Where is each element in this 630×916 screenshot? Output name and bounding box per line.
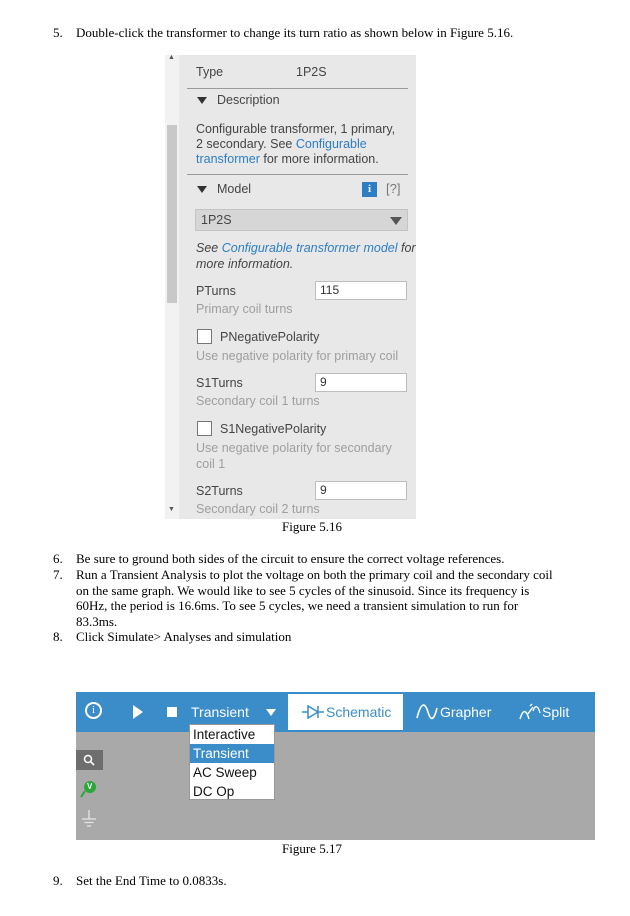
info-icon[interactable]: i: [362, 182, 377, 197]
model-see-line: [196, 241, 416, 255]
pnegativepolarity-checkbox[interactable]: [197, 329, 212, 344]
step-number: 9.: [53, 873, 63, 888]
model-select-value: 1P2S: [201, 213, 232, 227]
menu-item-transient[interactable]: Transient: [190, 744, 274, 763]
model-select[interactable]: [195, 209, 408, 231]
transformer-properties-panel: [165, 55, 416, 519]
step-number: 6.: [53, 551, 63, 566]
figure-5-16-caption: Figure 5.16: [282, 519, 342, 534]
collapse-triangle-icon[interactable]: [197, 186, 207, 193]
divider: [187, 174, 408, 175]
step-number: 7.: [53, 567, 63, 582]
panel-scrollbar[interactable]: [165, 55, 179, 519]
ground-icon[interactable]: [81, 810, 97, 830]
schematic-icon: [302, 705, 324, 719]
s2turns-label: S2Turns: [196, 484, 243, 498]
figure-5-17-caption: Figure 5.17: [282, 841, 342, 856]
step-text: Be sure to ground both sides of the circuit to ensure the correct voltage references.: [76, 551, 505, 566]
step-number: 5.: [53, 25, 63, 40]
type-label: Type: [196, 65, 224, 79]
search-button[interactable]: [76, 750, 103, 770]
analysis-dropdown-menu: [189, 724, 275, 800]
scroll-up-icon[interactable]: ▲: [168, 55, 175, 61]
search-icon: [83, 754, 95, 766]
description-text: 2 secondary. See: [196, 137, 296, 151]
s1turns-input[interactable]: 9: [315, 373, 407, 392]
toolbar: [76, 692, 595, 732]
pnegativepolarity-hint: Use negative polarity for primary coil: [196, 349, 399, 363]
tab-grapher[interactable]: Grapher: [440, 704, 492, 720]
simulator-window: [76, 692, 595, 840]
stop-icon[interactable]: [167, 707, 177, 717]
tab-schematic-label: Schematic: [326, 704, 392, 720]
info-icon[interactable]: i: [85, 702, 102, 719]
type-value: 1P2S: [296, 65, 327, 79]
model-see-text: See: [196, 241, 222, 255]
s1negativepolarity-hint-2: coil 1: [196, 457, 226, 471]
description-header: Description: [217, 93, 280, 107]
step-text: Run a Transient Analysis to plot the voltage on both the primary coil and the secondary coil on the same graph. We would like to see 5 cycles of the sinusoid. Since its frequency is 60Hz, the period is 16.6ms. To see 5 cycles, we need a transient simulation to run for 83.3ms.: [76, 567, 553, 629]
menu-item-dc-op[interactable]: DC Op: [193, 784, 235, 799]
step-text: Set the End Time to 0.0833s.: [76, 873, 227, 888]
s1turns-hint: Secondary coil 1 turns: [196, 394, 320, 408]
chevron-down-icon: [390, 217, 402, 225]
s1negativepolarity-checkbox[interactable]: [197, 421, 212, 436]
menu-item-ac-sweep[interactable]: AC Sweep: [193, 765, 257, 780]
analysis-select[interactable]: Transient: [191, 704, 249, 720]
model-header: Model: [217, 182, 252, 196]
scroll-thumb[interactable]: [167, 125, 177, 303]
pturns-label: PTurns: [196, 284, 236, 298]
tab-split[interactable]: Split: [542, 704, 570, 720]
play-icon[interactable]: [133, 705, 143, 719]
model-more-info: more information.: [196, 257, 294, 271]
s2turns-hint: Secondary coil 2 turns: [196, 502, 320, 516]
split-icon: [519, 703, 541, 721]
s1turns-label: S1Turns: [196, 376, 243, 390]
divider: [187, 88, 408, 89]
description-text: for more information.: [259, 152, 379, 166]
pturns-input[interactable]: 115: [315, 281, 407, 300]
help-link[interactable]: [?]: [386, 181, 401, 196]
s2turns-input[interactable]: 9: [315, 481, 407, 500]
pturns-hint: Primary coil turns: [196, 302, 293, 316]
description-line-2: [196, 137, 367, 151]
step-text: Click Simulate> Analyses and simulation: [76, 629, 292, 644]
description-line-1: Configurable transformer, 1 primary,: [196, 122, 396, 136]
s1negativepolarity-hint-1: Use negative polarity for secondary: [196, 441, 392, 455]
configurable-transformer-model-link[interactable]: Configurable transformer model: [221, 241, 398, 255]
side-toolbar: [76, 750, 103, 836]
collapse-triangle-icon[interactable]: [197, 97, 207, 104]
model-for-text: for: [397, 241, 416, 255]
menu-item-interactive[interactable]: Interactive: [193, 727, 256, 742]
grapher-icon: [416, 704, 438, 720]
description-line-3: [196, 152, 379, 166]
probe-badge-label: V: [87, 782, 93, 791]
step-text: Double-click the transformer to change its turn ratio as shown below in Figure 5.16.: [76, 25, 514, 40]
configurable-link[interactable]: Configurable: [295, 137, 367, 151]
transformer-link[interactable]: transformer: [196, 152, 260, 166]
chevron-down-icon[interactable]: [266, 709, 276, 716]
tab-schematic[interactable]: [288, 694, 403, 730]
pnegativepolarity-label: PNegativePolarity: [220, 330, 320, 344]
scroll-down-icon[interactable]: ▼: [168, 506, 175, 513]
step-number: 8.: [53, 629, 63, 644]
s1negativepolarity-label: S1NegativePolarity: [220, 422, 327, 436]
